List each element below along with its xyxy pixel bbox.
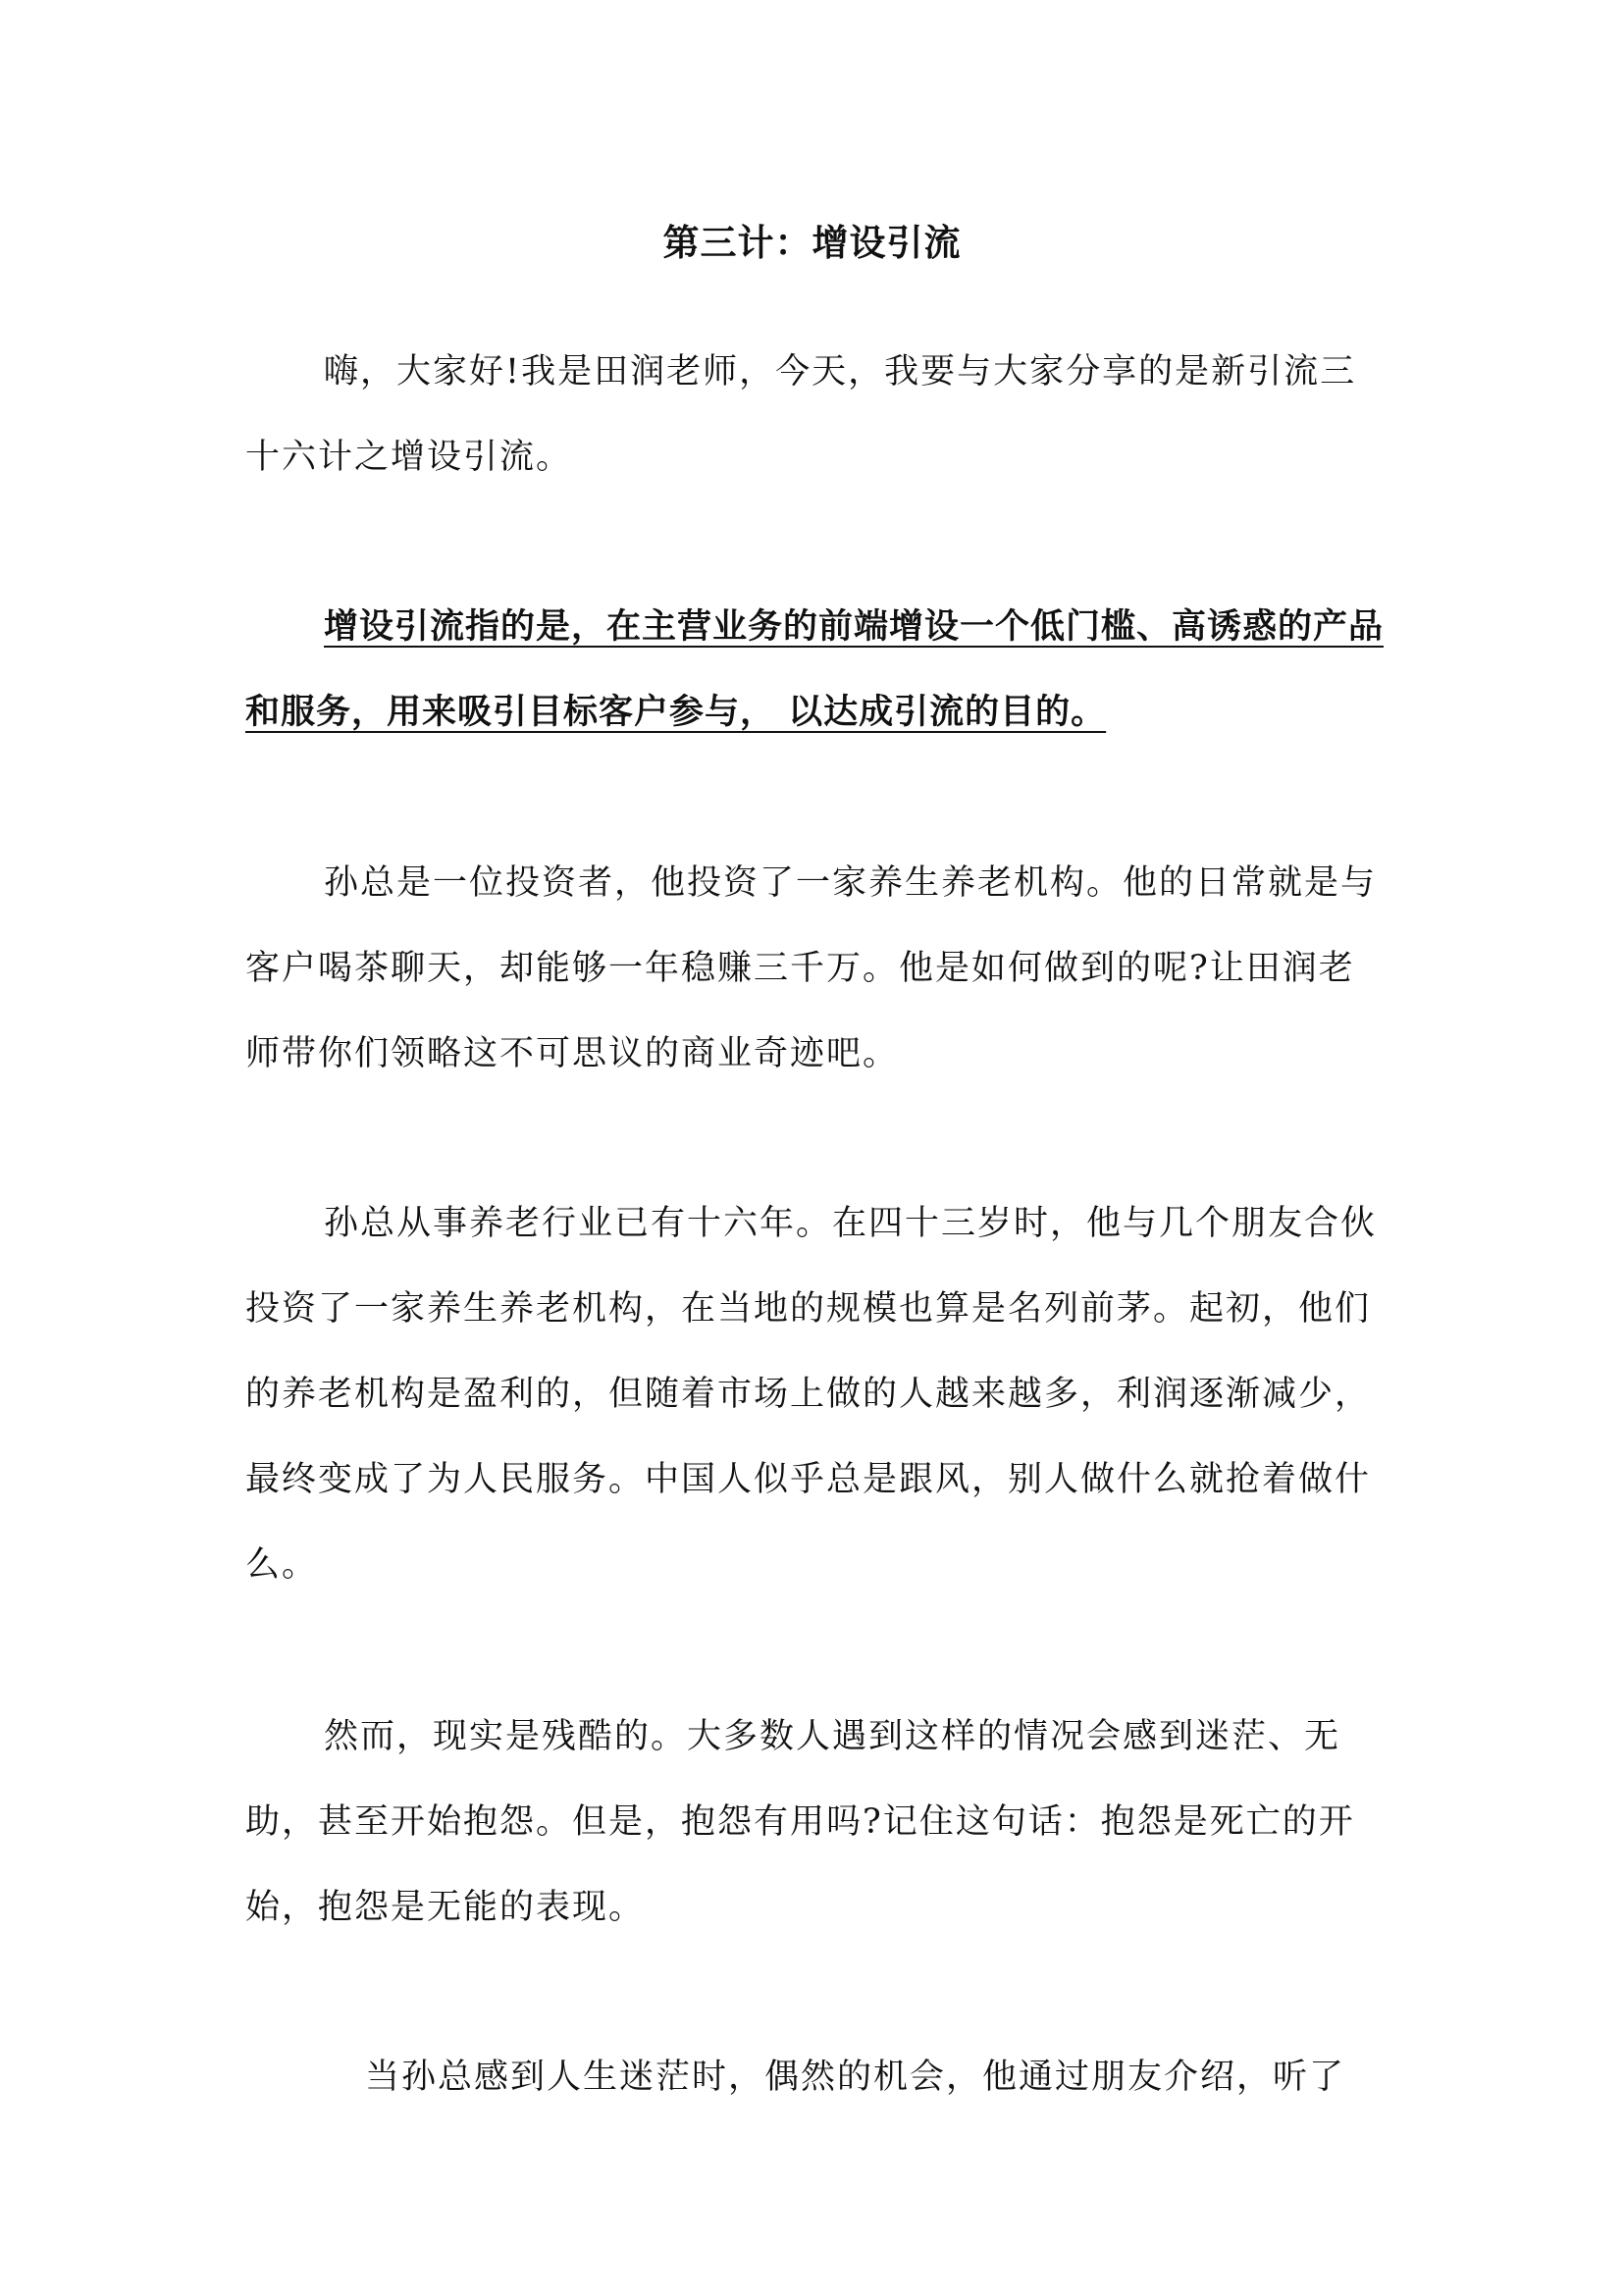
paragraph-definition: 增设引流指的是，在主营业务的前端增设一个低门槛、高诱惑的产品和服务，用来吸引目标客户参与， 以达成引流的目的。 bbox=[245, 607, 1385, 732]
paragraph-sun-intro: 孙总是一位投资者，他投资了一家养生养老机构。他的日常就是与客户喝茶聊天，却能够一年稳赚三千万。他是如何做到的呢?让田润老师带你们领略这不可思议的商业奇迹吧。 bbox=[245, 863, 1378, 1073]
paragraph-intro: 嗨，大家好!我是田润老师，今天，我要与大家分享的是新引流三十六计之增设引流。 bbox=[245, 352, 1357, 477]
page-title: 第三计：增设引流 bbox=[662, 222, 962, 264]
paragraph-sun-history: 孙总从事养老行业已有十六年。在四十三岁时，他与几个朋友合伙投资了一家养生养老机构，在当地的规模也算是名列前茅。起初，他们的养老机构是盈利的，但随着市场上做的人越来越多，利润逐渐减少，最终变成了为人民服务。中国人似乎总是跟风，别人做什么就抢着做什么。 bbox=[245, 1204, 1378, 1585]
paragraph-opportunity: 当孙总感到人生迷茫时，偶然的机会，他通过朋友介绍，听了 bbox=[365, 2058, 1346, 2097]
paragraph-reality: 然而，现实是残酷的。大多数人遇到这样的情况会感到迷茫、无助，甚至开始抱怨。但是，抱怨有用吗?记住这句话：抱怨是死亡的开始，抱怨是无能的表现。 bbox=[245, 1717, 1355, 1927]
